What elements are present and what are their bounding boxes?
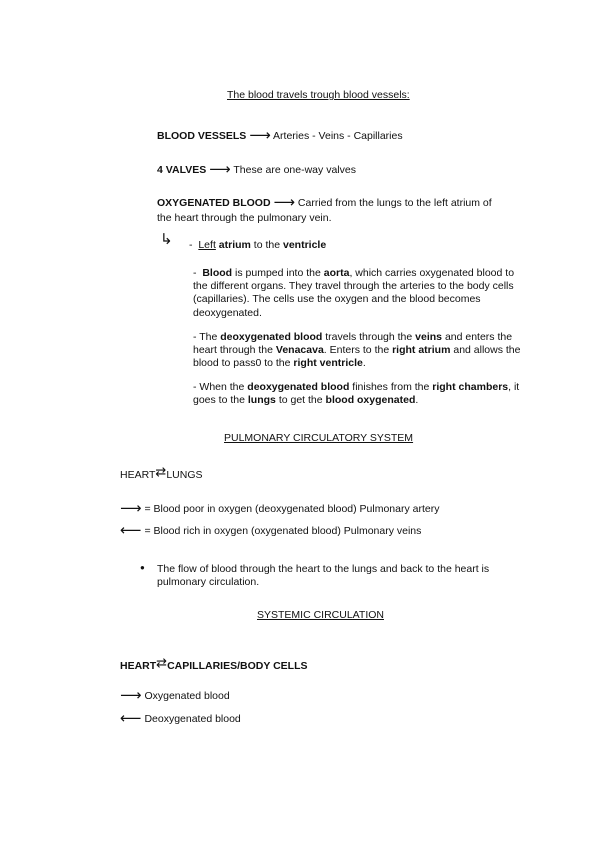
right-chambers-word: right chambers [432,381,509,393]
step-lungs-paragraph [193,381,528,407]
pulmonary-heading: PULMONARY CIRCULATORY SYSTEM [224,432,414,444]
to-the-text: to the [253,239,281,251]
step-left-atrium [189,239,326,252]
pulmonary-note: The flow of blood through the heart to the lungs and back to the heart is pulmonary circulation. [157,563,490,589]
step3-text-5: and allows the blood to pass0 to the [193,344,521,370]
step3-text-2: travels through the [325,331,413,343]
artery-text: = Blood poor in oxygen (deoxygenated blood) Pulmonary artery [144,503,440,515]
systemic-heading: SYSTEMIC CIRCULATION [257,609,384,621]
bent-arrow-icon: ↳ [160,231,173,248]
left-arrow-icon: ⟵ [120,522,142,539]
veins-line [120,524,421,538]
oxygenated-blood-line [120,689,230,703]
right-ventricle-word: right ventricle [293,357,363,370]
aorta-word: aorta [323,267,350,279]
dash: - [193,267,197,279]
oxygenated-blood-text: Oxygenated blood [144,690,230,702]
ventricle-word: ventricle [283,239,327,251]
valves-line [157,163,356,177]
right-arrow-icon: ⟶ [209,161,231,178]
right-arrow-icon: ⟶ [273,194,295,211]
heart-label: HEART [120,469,156,481]
left-word: Left [198,239,216,251]
deoxygenated-blood-word: deoxygenated blood [220,331,323,343]
atrium-word: atrium [218,239,251,251]
venacava-word: Venacava [275,344,324,357]
blood-oxygenated-word: blood oxygenated [325,394,416,407]
step-veins-paragraph [193,331,528,371]
deoxygenated-blood-text: Deoxygenated blood [144,713,241,725]
left-arrow-icon: ⟵ [120,710,142,727]
step4-text-4: to get the [278,394,323,407]
right-atrium-word: right atrium [392,344,451,357]
bullet-icon: ● [140,563,145,572]
step2-text-1: is pumped into the [235,267,321,279]
page-title: The blood travels trough blood vessels: [227,89,410,101]
exchange-arrows-icon: ⇄ [156,655,168,670]
step-aorta-paragraph [193,267,528,320]
step3-text-3: and enters the heart through the [193,331,513,357]
right-arrow-icon: ⟶ [120,500,142,517]
heart-capillaries-line [120,656,307,673]
blood-vessels-line [157,129,403,143]
dash: - [189,239,193,251]
step4-text-5: . [415,394,419,407]
deoxygenated-blood-word: deoxygenated blood [247,381,350,393]
step4-text-2: finishes from the [352,381,430,393]
oxygenated-text-2: the heart through the pulmonary vein. [157,212,332,224]
right-arrow-icon: ⟶ [249,127,271,144]
right-arrow-icon: ⟶ [120,687,142,704]
valves-text: These are one-way valves [233,164,356,176]
heart-lungs-line [120,465,203,482]
blood-vessels-text: Arteries - Veins - Capillaries [273,130,403,142]
veins-word: veins [415,331,443,343]
oxygenated-line [157,196,492,210]
artery-line [120,502,440,516]
lungs-word: lungs [247,394,276,407]
valves-label: 4 VALVES [157,164,207,176]
exchange-arrows-icon: ⇄ [155,464,167,479]
step3-text-4: . Enters to the [323,344,390,357]
oxygenated-label: OXYGENATED BLOOD [157,197,271,209]
step3-text-1: - The [193,331,218,343]
veins-text: = Blood rich in oxygen (oxygenated blood) Pulmonary veins [144,525,422,537]
blood-vessels-label: BLOOD VESSELS [157,130,247,142]
step4-text-1: - When the [193,381,245,393]
oxygenated-text-1: Carried from the lungs to the left atrium of [297,197,492,209]
lungs-label: LUNGS [166,469,203,481]
heart-label: HEART [120,660,157,672]
step2-text-2: , which carries oxygenated blood to the different organs. They travel through the arteries to the body cells (capillaries). The cells use the oxygen and the blood becomes deoxygenated. [193,267,515,319]
blood-word: Blood [202,267,233,279]
step3-text-6: . [362,357,366,370]
step4-text-3: , it goes to the [193,381,520,407]
capillaries-label: CAPILLARIES/BODY CELLS [167,660,308,672]
deoxygenated-blood-line [120,712,241,726]
